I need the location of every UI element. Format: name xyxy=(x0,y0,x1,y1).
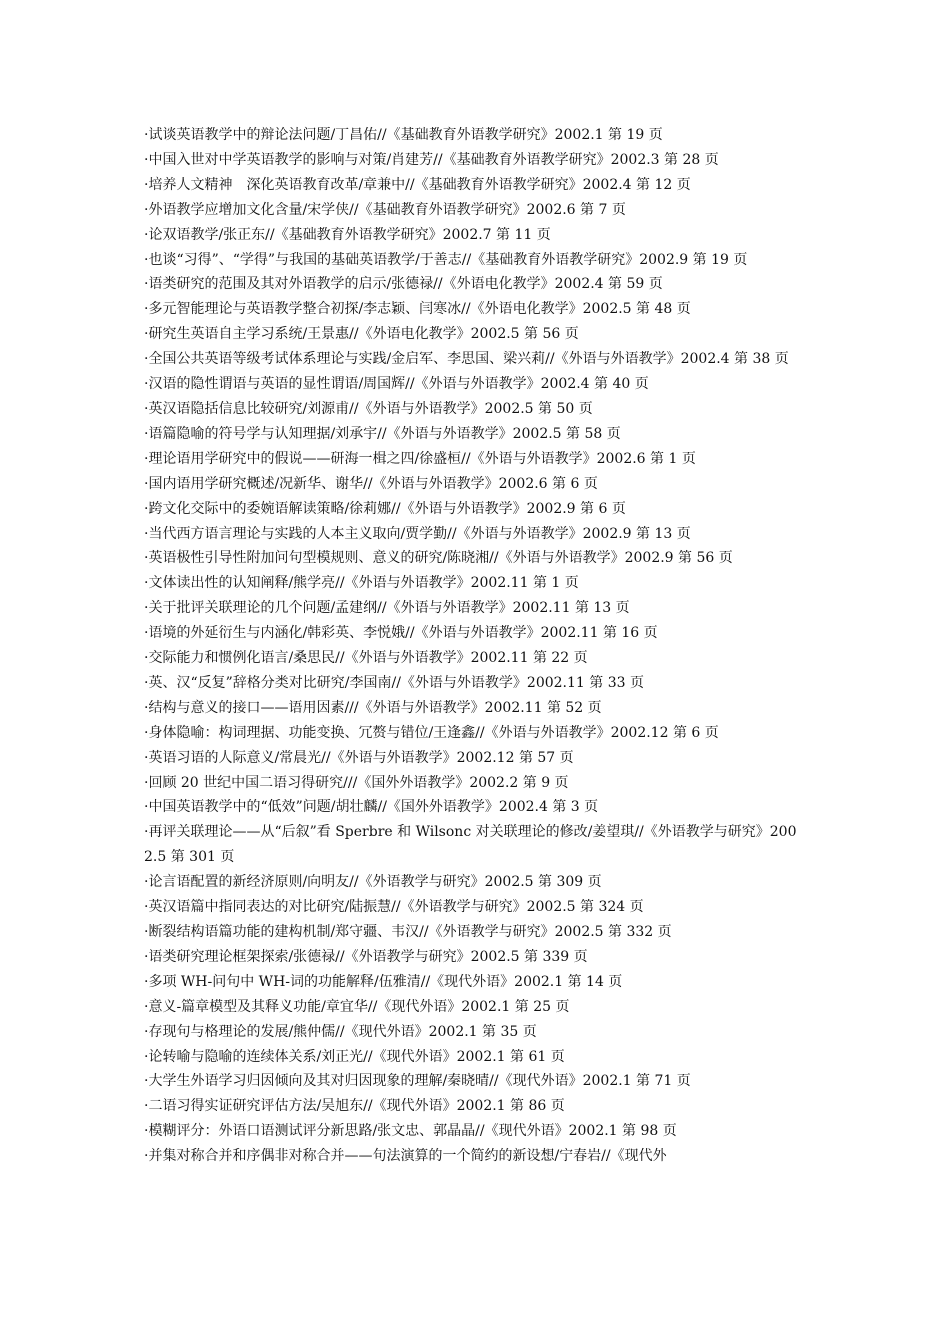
reference-entry: ·论言语配置的新经济原则/向明友//《外语教学与研究》2002.5 第 309 页 xyxy=(144,874,602,891)
reference-entry: ·论双语教学/张正东//《基础教育外语教学研究》2002.7 第 11 页 xyxy=(144,226,551,243)
reference-entry: ·全国公共英语等级考试体系理论与实践/金启军、李思国、梁兴莉//《外语与外语教学》2002.4 第 38 页 xyxy=(144,351,789,368)
reference-entry: ·语篇隐喻的符号学与认知理据/刘承宇//《外语与外语教学》2002.5 第 58 页 xyxy=(144,425,621,442)
reference-entry: ·培养人文精神 深化英语教育改革/章兼中//《基础教育外语教学研究》2002.4 第 12 页 xyxy=(144,176,691,193)
reference-entry: ·中国入世对中学英语教学的影响与对策/肖建芳//《基础教育外语教学研究》2002.3 第 28 页 xyxy=(144,151,719,168)
reference-entry: ·英汉语篇中指同表达的对比研究/陆振慧//《外语教学与研究》2002.5 第 324 页 xyxy=(144,899,644,916)
reference-entry: ·结构与意义的接口——语用因素///《外语与外语教学》2002.11 第 52 页 xyxy=(144,699,602,716)
reference-entry: ·大学生外语学习归因倾向及其对归因现象的理解/秦晓晴//《现代外语》2002.1 第 71 页 xyxy=(144,1073,691,1090)
reference-entry: ·回顾 20 世纪中国二语习得研究///《国外外语教学》2002.2 第 9 页 xyxy=(144,774,569,791)
reference-entry: ·中国英语教学中的“低效”问题/胡壮麟//《国外外语教学》2002.4 第 3 页 xyxy=(144,799,599,816)
reference-entry: ·英语习语的人际意义/常晨光//《外语与外语教学》2002.12 第 57 页 xyxy=(144,749,574,766)
reference-entry: ·语类研究理论框架探索/张德禄//《外语教学与研究》2002.5 第 339 页 xyxy=(144,948,588,965)
reference-entry: ·当代西方语言理论与实践的人本主义取向/贾学勤//《外语与外语教学》2002.9 第 13 页 xyxy=(144,525,691,542)
reference-list xyxy=(144,123,808,1169)
reference-entry: ·再评关联理论——从“后叙”看 Sperbre 和 Wilsonc 对关联理论的修改/姜望琪//《外语教学与研究》2002.5 第 301 页 xyxy=(144,824,797,866)
reference-entry: ·二语习得实证研究评估方法/吴旭东//《现代外语》2002.1 第 86 页 xyxy=(144,1098,565,1115)
reference-entry: ·交际能力和惯例化语言/桑思民//《外语与外语教学》2002.11 第 22 页 xyxy=(144,650,588,667)
reference-entry: ·理论语用学研究中的假说——研海一楫之四/徐盛桓//《外语与外语教学》2002.6 第 1 页 xyxy=(144,450,696,467)
reference-entry: ·语类研究的范围及其对外语教学的启示/张德禄//《外语电化教学》2002.4 第 59 页 xyxy=(144,276,663,293)
reference-entry: ·跨文化交际中的委婉语解读策略/徐莉娜//《外语与外语教学》2002.9 第 6 页 xyxy=(144,500,626,517)
reference-entry: ·语境的外延衍生与内涵化/韩彩英、李悦娥//《外语与外语教学》2002.11 第 16 页 xyxy=(144,625,658,642)
reference-entry: ·断裂结构语篇功能的建构机制/郑守疆、韦汉//《外语教学与研究》2002.5 第 332 页 xyxy=(144,924,672,940)
reference-entry: ·存现句与格理论的发展/熊仲儒//《现代外语》2002.1 第 35 页 xyxy=(144,1023,537,1040)
reference-entry: ·也谈“习得”、“学得”与我国的基础英语教学/于善志//《基础教育外语教学研究》2002.9 第 19 页 xyxy=(144,251,748,268)
reference-entry: ·身体隐喻：构词理据、功能变换、冗赘与错位/王逢鑫//《外语与外语教学》2002.12 第 6 页 xyxy=(144,724,719,741)
reference-entry: ·英汉语隐括信息比较研究/刘源甫//《外语与外语教学》2002.5 第 50 页 xyxy=(144,400,593,417)
reference-entry: ·国内语用学研究概述/况新华、谢华//《外语与外语教学》2002.6 第 6 页 xyxy=(144,475,598,492)
reference-entry: ·试谈英语教学中的辩论法问题/丁昌佑//《基础教育外语教学研究》2002.1 第 19 页 xyxy=(144,127,663,143)
reference-entry: ·多项 WH-问句中 WH-词的功能解释/伍雅清//《现代外语》2002.1 第 14 页 xyxy=(144,973,623,990)
reference-entry: ·研究生英语自主学习系统/王景惠//《外语电化教学》2002.5 第 56 页 xyxy=(144,326,579,343)
reference-entry: ·汉语的隐性谓语与英语的显性谓语/周国辉//《外语与外语教学》2002.4 第 40 页 xyxy=(144,376,649,393)
reference-entry: ·并集对称合并和序偶非对称合并——句法演算的一个简约的新设想/宁春岩//《现代外 xyxy=(144,1148,667,1165)
reference-entry: ·论转喻与隐喻的连续体关系/刘正光//《现代外语》2002.1 第 61 页 xyxy=(144,1048,565,1065)
reference-entry: ·文体读出性的认知阐释/熊学亮//《外语与外语教学》2002.11 第 1 页 xyxy=(144,575,579,592)
reference-entry: ·外语教学应增加文化含量/宋学侠//《基础教育外语教学研究》2002.6 第 7 页 xyxy=(144,201,626,218)
reference-entry: ·意义-篇章模型及其释义功能/章宜华//《现代外语》2002.1 第 25 页 xyxy=(144,998,570,1015)
reference-entry: ·英、汉“反复”辞格分类对比研究/李国南//《外语与外语教学》2002.11 第 33 页 xyxy=(144,674,644,691)
reference-entry: ·模糊评分：外语口语测试评分新思路/张文忠、郭晶晶//《现代外语》2002.1 第 98 页 xyxy=(144,1123,677,1140)
reference-entry: ·多元智能理论与英语教学整合初探/李志颖、闫寒冰//《外语电化教学》2002.5 第 48 页 xyxy=(144,301,691,318)
reference-entry: ·关于批评关联理论的几个问题/孟建纲//《外语与外语教学》2002.11 第 13 页 xyxy=(144,600,630,617)
reference-entry: ·英语极性引导性附加问句型模规则、意义的研究/陈晓湘//《外语与外语教学》2002.9 第 56 页 xyxy=(144,550,733,567)
